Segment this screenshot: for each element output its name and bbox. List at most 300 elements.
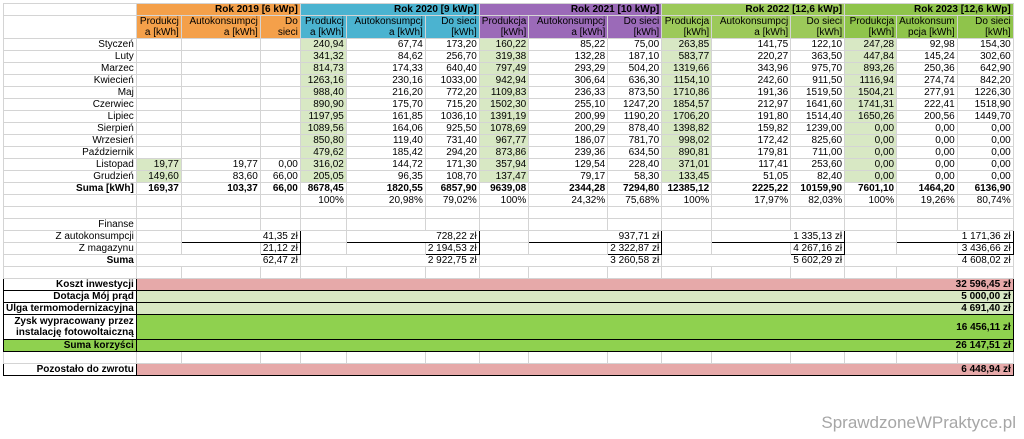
sum-cell[interactable]: 6136,90 xyxy=(957,183,1013,195)
data-cell[interactable]: 67,74 xyxy=(346,39,425,51)
percent-cell[interactable] xyxy=(260,195,300,207)
column-header[interactable]: Autokonsumpcj a [kWh] xyxy=(346,16,425,39)
empty-cell[interactable] xyxy=(136,207,181,219)
sum-cell[interactable]: 103,37 xyxy=(181,183,260,195)
empty-cell[interactable] xyxy=(897,352,958,364)
empty-cell[interactable] xyxy=(425,352,479,364)
data-cell[interactable]: 164,06 xyxy=(346,123,425,135)
data-cell[interactable]: 186,07 xyxy=(529,135,608,147)
sum-cell[interactable]: 9639,08 xyxy=(479,183,528,195)
month-label[interactable]: Lipiec xyxy=(4,111,137,123)
data-cell[interactable]: 173,20 xyxy=(425,39,479,51)
empty-cell[interactable] xyxy=(479,207,528,219)
data-cell[interactable]: 842,20 xyxy=(957,75,1013,87)
data-cell[interactable]: 200,56 xyxy=(897,111,958,123)
data-cell[interactable]: 634,50 xyxy=(608,147,662,159)
empty-cell[interactable] xyxy=(4,267,137,279)
empty-cell[interactable] xyxy=(181,243,260,255)
month-label[interactable]: Sierpień xyxy=(4,123,137,135)
empty-cell[interactable] xyxy=(529,219,608,231)
data-cell[interactable]: 185,42 xyxy=(346,147,425,159)
empty-cell[interactable] xyxy=(300,219,346,231)
data-cell[interactable]: 850,80 xyxy=(300,135,346,147)
column-header[interactable]: Produkcj a [kWh] xyxy=(136,16,181,39)
data-cell[interactable]: 302,60 xyxy=(957,51,1013,63)
data-cell[interactable] xyxy=(260,39,300,51)
data-cell[interactable]: 0,00 xyxy=(845,159,897,171)
column-header[interactable]: Autokonsumpcj a [kWh] xyxy=(712,16,791,39)
data-cell[interactable]: 873,50 xyxy=(608,87,662,99)
data-cell[interactable]: 890,90 xyxy=(300,99,346,111)
data-cell[interactable]: 200,29 xyxy=(529,123,608,135)
empty-cell[interactable] xyxy=(897,207,958,219)
year-header[interactable]: Rok 2023 [12,6 kWp] xyxy=(845,4,1014,16)
data-cell[interactable]: 19,77 xyxy=(181,159,260,171)
percent-cell[interactable]: 82,03% xyxy=(791,195,845,207)
data-cell[interactable]: 1650,26 xyxy=(845,111,897,123)
data-cell[interactable]: 911,50 xyxy=(791,75,845,87)
data-cell[interactable]: 256,70 xyxy=(425,51,479,63)
column-header[interactable]: Do sieci [kWh] xyxy=(608,16,662,39)
data-cell[interactable]: 82,40 xyxy=(791,171,845,183)
data-cell[interactable]: 51,05 xyxy=(712,171,791,183)
data-cell[interactable]: 1226,30 xyxy=(957,87,1013,99)
data-cell[interactable]: 0,00 xyxy=(845,147,897,159)
percent-cell[interactable]: 79,02% xyxy=(425,195,479,207)
empty-cell[interactable] xyxy=(791,267,845,279)
empty-cell[interactable] xyxy=(791,219,845,231)
data-cell[interactable]: 319,38 xyxy=(479,51,528,63)
data-cell[interactable]: 161,85 xyxy=(346,111,425,123)
autoconsumption-value[interactable]: 41,35 zł xyxy=(181,231,300,243)
finance-title[interactable]: Finanse xyxy=(4,219,137,231)
empty-cell[interactable] xyxy=(260,219,300,231)
data-cell[interactable]: 583,77 xyxy=(662,51,712,63)
grant-value[interactable]: 5 000,00 zł xyxy=(136,291,1013,303)
empty-cell[interactable] xyxy=(712,207,791,219)
empty-cell[interactable] xyxy=(4,352,137,364)
profit-label[interactable]: Zysk wypracowany przez instalację fotowoltaiczną xyxy=(4,315,137,340)
data-cell[interactable]: 96,35 xyxy=(346,171,425,183)
data-cell[interactable]: 1518,90 xyxy=(957,99,1013,111)
data-cell[interactable]: 1089,56 xyxy=(300,123,346,135)
data-cell[interactable]: 640,40 xyxy=(425,63,479,75)
data-cell[interactable]: 371,01 xyxy=(662,159,712,171)
data-cell[interactable]: 174,33 xyxy=(346,63,425,75)
data-cell[interactable]: 191,36 xyxy=(712,87,791,99)
grant-label[interactable]: Dotacja Mój prąd xyxy=(4,291,137,303)
data-cell[interactable]: 141,75 xyxy=(712,39,791,51)
empty-cell[interactable] xyxy=(529,267,608,279)
data-cell[interactable]: 1033,00 xyxy=(425,75,479,87)
empty-cell[interactable] xyxy=(897,219,958,231)
data-cell[interactable] xyxy=(181,63,260,75)
empty-cell[interactable] xyxy=(136,243,181,255)
data-cell[interactable]: 132,28 xyxy=(529,51,608,63)
data-cell[interactable]: 159,82 xyxy=(712,123,791,135)
empty-cell[interactable] xyxy=(4,195,137,207)
data-cell[interactable]: 642,90 xyxy=(957,63,1013,75)
empty-cell[interactable] xyxy=(346,207,425,219)
sum-cell[interactable]: 2225,22 xyxy=(712,183,791,195)
data-cell[interactable] xyxy=(260,51,300,63)
data-cell[interactable]: 137,47 xyxy=(479,171,528,183)
data-cell[interactable]: 0,00 xyxy=(845,171,897,183)
remaining-value[interactable]: 6 448,94 zł xyxy=(136,364,1013,376)
empty-cell[interactable] xyxy=(181,267,260,279)
empty-cell[interactable] xyxy=(479,267,528,279)
autoconsumption-value[interactable]: 937,71 zł xyxy=(529,231,662,243)
total-benefits-value[interactable]: 26 147,51 zł xyxy=(136,340,1013,352)
data-cell[interactable]: 187,10 xyxy=(608,51,662,63)
data-cell[interactable]: 205,05 xyxy=(300,171,346,183)
data-cell[interactable] xyxy=(181,123,260,135)
autoconsumption-value[interactable]: 1 171,36 zł xyxy=(897,231,1014,243)
empty-cell[interactable] xyxy=(897,243,958,255)
data-cell[interactable]: 975,70 xyxy=(791,63,845,75)
data-cell[interactable]: 715,20 xyxy=(425,99,479,111)
data-cell[interactable]: 200,99 xyxy=(529,111,608,123)
data-cell[interactable]: 316,02 xyxy=(300,159,346,171)
storage-value[interactable]: 21,12 zł xyxy=(260,243,300,255)
data-cell[interactable]: 179,81 xyxy=(712,147,791,159)
data-cell[interactable]: 1706,20 xyxy=(662,111,712,123)
empty-cell[interactable] xyxy=(791,207,845,219)
data-cell[interactable]: 145,24 xyxy=(897,51,958,63)
sum-label[interactable]: Suma [kWh] xyxy=(4,183,137,195)
data-cell[interactable]: 255,10 xyxy=(529,99,608,111)
percent-cell[interactable]: 100% xyxy=(845,195,897,207)
empty-cell[interactable] xyxy=(346,267,425,279)
data-cell[interactable]: 294,20 xyxy=(425,147,479,159)
empty-cell[interactable] xyxy=(260,267,300,279)
data-cell[interactable]: 731,40 xyxy=(425,135,479,147)
data-cell[interactable]: 1854,57 xyxy=(662,99,712,111)
data-cell[interactable]: 83,60 xyxy=(181,171,260,183)
percent-cell[interactable]: 75,68% xyxy=(608,195,662,207)
data-cell[interactable]: 479,62 xyxy=(300,147,346,159)
data-cell[interactable]: 228,40 xyxy=(608,159,662,171)
data-cell[interactable]: 1247,20 xyxy=(608,99,662,111)
finance-sum-value[interactable]: 2 922,75 zł xyxy=(300,255,479,267)
empty-cell[interactable] xyxy=(529,207,608,219)
data-cell[interactable]: 890,81 xyxy=(662,147,712,159)
data-cell[interactable]: 75,00 xyxy=(608,39,662,51)
data-cell[interactable] xyxy=(260,87,300,99)
data-cell[interactable] xyxy=(136,147,181,159)
data-cell[interactable]: 293,29 xyxy=(529,63,608,75)
data-cell[interactable] xyxy=(260,123,300,135)
month-label[interactable]: Luty xyxy=(4,51,137,63)
data-cell[interactable]: 222,41 xyxy=(897,99,958,111)
data-cell[interactable]: 230,16 xyxy=(346,75,425,87)
empty-cell[interactable] xyxy=(346,352,425,364)
data-cell[interactable]: 108,70 xyxy=(425,171,479,183)
data-cell[interactable]: 341,32 xyxy=(300,51,346,63)
empty-cell[interactable] xyxy=(845,243,897,255)
data-cell[interactable]: 263,85 xyxy=(662,39,712,51)
empty-cell[interactable] xyxy=(300,207,346,219)
data-cell[interactable]: 220,27 xyxy=(712,51,791,63)
empty-cell[interactable] xyxy=(425,267,479,279)
month-label[interactable]: Kwiecień xyxy=(4,75,137,87)
empty-cell[interactable] xyxy=(957,352,1013,364)
data-cell[interactable]: 119,40 xyxy=(346,135,425,147)
sum-cell[interactable]: 12385,12 xyxy=(662,183,712,195)
data-cell[interactable]: 0,00 xyxy=(897,171,958,183)
data-cell[interactable]: 1190,20 xyxy=(608,111,662,123)
remaining-label[interactable]: Pozostało do zwrotu xyxy=(4,364,137,376)
empty-cell[interactable] xyxy=(181,207,260,219)
data-cell[interactable] xyxy=(260,135,300,147)
data-cell[interactable]: 1502,30 xyxy=(479,99,528,111)
data-cell[interactable]: 117,41 xyxy=(712,159,791,171)
data-cell[interactable]: 504,20 xyxy=(608,63,662,75)
empty-cell[interactable] xyxy=(425,207,479,219)
empty-cell[interactable] xyxy=(712,352,791,364)
data-cell[interactable]: 998,02 xyxy=(662,135,712,147)
empty-cell[interactable] xyxy=(529,243,608,255)
data-cell[interactable]: 149,60 xyxy=(136,171,181,183)
autoconsumption-label[interactable]: Z autokonsumpcji xyxy=(4,231,137,243)
data-cell[interactable] xyxy=(136,39,181,51)
data-cell[interactable]: 636,30 xyxy=(608,75,662,87)
data-cell[interactable]: 84,62 xyxy=(346,51,425,63)
investment-cost-value[interactable]: 32 596,45 zł xyxy=(136,279,1013,291)
empty-cell[interactable] xyxy=(479,243,528,255)
data-cell[interactable]: 1036,10 xyxy=(425,111,479,123)
data-cell[interactable]: 133,45 xyxy=(662,171,712,183)
data-cell[interactable] xyxy=(136,51,181,63)
percent-cell[interactable]: 17,97% xyxy=(712,195,791,207)
empty-cell[interactable] xyxy=(662,267,712,279)
data-cell[interactable]: 144,72 xyxy=(346,159,425,171)
data-cell[interactable]: 239,36 xyxy=(529,147,608,159)
autoconsumption-value[interactable]: 1 335,13 zł xyxy=(712,231,845,243)
finance-sum-value[interactable]: 5 602,29 zł xyxy=(662,255,845,267)
percent-cell[interactable]: 24,32% xyxy=(529,195,608,207)
data-cell[interactable]: 92,98 xyxy=(897,39,958,51)
percent-cell[interactable] xyxy=(136,195,181,207)
data-cell[interactable]: 814,73 xyxy=(300,63,346,75)
empty-cell[interactable] xyxy=(712,243,791,255)
data-cell[interactable]: 343,96 xyxy=(712,63,791,75)
data-cell[interactable]: 154,30 xyxy=(957,39,1013,51)
data-cell[interactable]: 0,00 xyxy=(897,135,958,147)
year-header[interactable]: Rok 2021 [10 kWp] xyxy=(479,4,661,16)
data-cell[interactable] xyxy=(181,135,260,147)
empty-cell[interactable] xyxy=(897,267,958,279)
data-cell[interactable]: 1641,60 xyxy=(791,99,845,111)
sum-cell[interactable]: 66,00 xyxy=(260,183,300,195)
total-benefits-label[interactable]: Suma korzyści xyxy=(4,340,137,352)
data-cell[interactable]: 0,00 xyxy=(957,147,1013,159)
month-label[interactable]: Grudzień xyxy=(4,171,137,183)
data-cell[interactable]: 212,97 xyxy=(712,99,791,111)
data-cell[interactable] xyxy=(260,111,300,123)
data-cell[interactable]: 1519,50 xyxy=(791,87,845,99)
data-cell[interactable]: 129,54 xyxy=(529,159,608,171)
storage-value[interactable]: 4 267,16 zł xyxy=(791,243,845,255)
data-cell[interactable]: 0,00 xyxy=(957,159,1013,171)
empty-cell[interactable] xyxy=(136,219,181,231)
storage-value[interactable]: 2 194,53 zł xyxy=(425,243,479,255)
empty-cell[interactable] xyxy=(300,231,346,243)
empty-cell[interactable] xyxy=(957,267,1013,279)
data-cell[interactable] xyxy=(260,75,300,87)
column-header[interactable]: Do sieci [kWh] xyxy=(425,16,479,39)
empty-cell[interactable] xyxy=(608,267,662,279)
autoconsumption-value[interactable]: 728,22 zł xyxy=(346,231,479,243)
data-cell[interactable]: 893,26 xyxy=(845,63,897,75)
data-cell[interactable]: 0,00 xyxy=(260,159,300,171)
data-cell[interactable]: 85,22 xyxy=(529,39,608,51)
month-label[interactable]: Marzec xyxy=(4,63,137,75)
empty-cell[interactable] xyxy=(300,267,346,279)
empty-cell[interactable] xyxy=(529,352,608,364)
data-cell[interactable]: 1116,94 xyxy=(845,75,897,87)
month-label[interactable]: Listopad xyxy=(4,159,137,171)
column-header[interactable]: Autokonsumpcj a [kWh] xyxy=(529,16,608,39)
finance-sum-value[interactable]: 62,47 zł xyxy=(136,255,300,267)
empty-cell[interactable] xyxy=(346,219,425,231)
corner-cell[interactable] xyxy=(4,4,137,16)
data-cell[interactable]: 58,30 xyxy=(608,171,662,183)
year-header[interactable]: Rok 2019 [6 kWp] xyxy=(136,4,300,16)
data-cell[interactable]: 357,94 xyxy=(479,159,528,171)
data-cell[interactable]: 79,17 xyxy=(529,171,608,183)
data-cell[interactable] xyxy=(181,51,260,63)
empty-cell[interactable] xyxy=(957,207,1013,219)
empty-cell[interactable] xyxy=(662,219,712,231)
data-cell[interactable]: 0,00 xyxy=(957,171,1013,183)
sum-cell[interactable]: 6857,90 xyxy=(425,183,479,195)
investment-cost-label[interactable]: Koszt inwestycji xyxy=(4,279,137,291)
data-cell[interactable]: 191,80 xyxy=(712,111,791,123)
data-cell[interactable]: 942,94 xyxy=(479,75,528,87)
data-cell[interactable]: 0,00 xyxy=(845,135,897,147)
data-cell[interactable]: 274,74 xyxy=(897,75,958,87)
data-cell[interactable]: 797,49 xyxy=(479,63,528,75)
empty-cell[interactable] xyxy=(791,352,845,364)
data-cell[interactable] xyxy=(136,123,181,135)
year-header[interactable]: Rok 2022 [12,6 kWp] xyxy=(662,4,845,16)
data-cell[interactable]: 825,60 xyxy=(791,135,845,147)
data-cell[interactable] xyxy=(136,111,181,123)
data-cell[interactable]: 711,00 xyxy=(791,147,845,159)
sum-cell[interactable]: 7601,10 xyxy=(845,183,897,195)
finance-sum-label[interactable]: Suma xyxy=(4,255,137,267)
data-cell[interactable] xyxy=(136,135,181,147)
data-cell[interactable]: 253,60 xyxy=(791,159,845,171)
data-cell[interactable] xyxy=(181,75,260,87)
empty-cell[interactable] xyxy=(181,219,260,231)
data-cell[interactable]: 1109,83 xyxy=(479,87,528,99)
empty-cell[interactable] xyxy=(845,267,897,279)
empty-cell[interactable] xyxy=(712,267,791,279)
sum-cell[interactable]: 1820,55 xyxy=(346,183,425,195)
data-cell[interactable] xyxy=(181,39,260,51)
data-cell[interactable]: 240,94 xyxy=(300,39,346,51)
empty-cell[interactable] xyxy=(845,219,897,231)
empty-cell[interactable] xyxy=(712,219,791,231)
data-cell[interactable]: 1398,82 xyxy=(662,123,712,135)
empty-cell[interactable] xyxy=(957,219,1013,231)
data-cell[interactable] xyxy=(136,99,181,111)
month-label[interactable]: Wrzesień xyxy=(4,135,137,147)
empty-cell[interactable] xyxy=(662,231,712,243)
empty-cell[interactable] xyxy=(479,352,528,364)
data-cell[interactable]: 878,40 xyxy=(608,123,662,135)
empty-cell[interactable] xyxy=(260,207,300,219)
data-cell[interactable]: 1239,00 xyxy=(791,123,845,135)
column-header[interactable]: Produkcja [kWh] xyxy=(479,16,528,39)
data-cell[interactable]: 1449,70 xyxy=(957,111,1013,123)
data-cell[interactable]: 277,91 xyxy=(897,87,958,99)
empty-cell[interactable] xyxy=(479,219,528,231)
column-header[interactable]: Autokonsumpcj a [kWh] xyxy=(181,16,260,39)
data-cell[interactable]: 171,30 xyxy=(425,159,479,171)
data-cell[interactable]: 1154,10 xyxy=(662,75,712,87)
percent-cell[interactable]: 80,74% xyxy=(957,195,1013,207)
data-cell[interactable] xyxy=(181,111,260,123)
data-cell[interactable]: 1504,21 xyxy=(845,87,897,99)
tax-relief-label[interactable]: Ulga termomodernizacyjna xyxy=(4,303,137,315)
data-cell[interactable]: 0,00 xyxy=(957,135,1013,147)
sum-cell[interactable]: 10159,90 xyxy=(791,183,845,195)
column-header[interactable]: Autokonsum pcja [kWh] xyxy=(897,16,958,39)
profit-value[interactable]: 16 456,11 zł xyxy=(136,315,1013,340)
empty-cell[interactable] xyxy=(662,207,712,219)
data-cell[interactable]: 1391,19 xyxy=(479,111,528,123)
column-header[interactable]: Do sieci xyxy=(260,16,300,39)
empty-cell[interactable] xyxy=(608,219,662,231)
data-cell[interactable]: 781,70 xyxy=(608,135,662,147)
data-cell[interactable]: 925,50 xyxy=(425,123,479,135)
data-cell[interactable] xyxy=(136,75,181,87)
data-cell[interactable]: 247,28 xyxy=(845,39,897,51)
column-header[interactable]: Produkcja [kWh] xyxy=(662,16,712,39)
data-cell[interactable]: 1741,31 xyxy=(845,99,897,111)
empty-cell[interactable] xyxy=(4,207,137,219)
tax-relief-value[interactable]: 4 691,40 zł xyxy=(136,303,1013,315)
data-cell[interactable]: 0,00 xyxy=(957,123,1013,135)
empty-cell[interactable] xyxy=(662,352,712,364)
finance-sum-value[interactable]: 3 260,58 zł xyxy=(479,255,661,267)
sum-cell[interactable]: 2344,28 xyxy=(529,183,608,195)
data-cell[interactable]: 1078,69 xyxy=(479,123,528,135)
data-cell[interactable]: 447,84 xyxy=(845,51,897,63)
data-cell[interactable]: 1710,86 xyxy=(662,87,712,99)
column-header[interactable]: Produkcja [kWh] xyxy=(845,16,897,39)
empty-cell[interactable] xyxy=(300,243,346,255)
data-cell[interactable]: 1514,40 xyxy=(791,111,845,123)
finance-sum-value[interactable]: 4 608,02 zł xyxy=(845,255,1014,267)
sum-cell[interactable]: 1464,20 xyxy=(897,183,958,195)
empty-cell[interactable] xyxy=(136,352,181,364)
data-cell[interactable] xyxy=(136,63,181,75)
empty-cell[interactable] xyxy=(136,231,181,243)
percent-cell[interactable]: 100% xyxy=(479,195,528,207)
data-cell[interactable]: 772,20 xyxy=(425,87,479,99)
data-cell[interactable]: 0,00 xyxy=(845,123,897,135)
sum-cell[interactable]: 169,37 xyxy=(136,183,181,195)
month-label[interactable]: Styczeń xyxy=(4,39,137,51)
data-cell[interactable]: 122,10 xyxy=(791,39,845,51)
empty-cell[interactable] xyxy=(300,352,346,364)
data-cell[interactable]: 0,00 xyxy=(897,147,958,159)
data-cell[interactable]: 172,42 xyxy=(712,135,791,147)
